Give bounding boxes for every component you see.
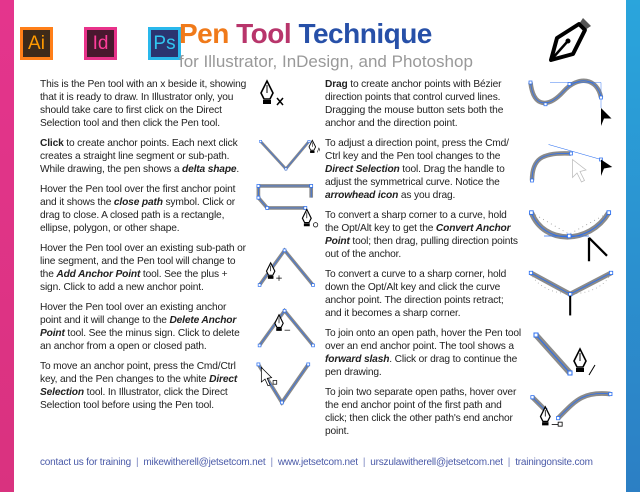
left-paragraph-5 [40, 301, 250, 353]
title-tool: Tool [236, 18, 299, 49]
page-title [179, 18, 432, 50]
sharp-corner-illustration [526, 268, 616, 317]
body-text: To adjust a direction point, press the Cmd/ Ctrl key and the Pen tool changes to the [325, 138, 509, 162]
convert-anchor-illustration [526, 209, 616, 265]
emphasis-text: arrowhead icon [325, 190, 399, 201]
body-text: Hover the Pen tool over an existing sub-path or line segment, and the Pen tool will change to the [40, 243, 246, 280]
body-text: symbol. Click or drag to close. A closed path is a rectangle, ellipse, polygon, or other shape. [40, 197, 235, 234]
close-path-illustration [254, 183, 320, 234]
right-column [325, 78, 522, 438]
left-paragraph-4 [40, 242, 250, 294]
body-text: tool; then drag, pulling direction points out of the anchor. [325, 236, 518, 260]
join-two-paths-illustration [526, 386, 616, 434]
page-subtitle: for Illustrator, InDesign, and Photoshop [179, 52, 473, 71]
right-paragraph-1 [325, 78, 522, 130]
body-text: . [236, 164, 240, 175]
emphasis-text: Drag [325, 79, 348, 90]
separator: | [270, 457, 273, 468]
body-text: tool. See the plus + sign. Click to add a new anchor point. [40, 269, 228, 293]
emphasis-text: Convert Anchor Point [325, 223, 511, 247]
left-column [40, 78, 250, 412]
body-text: to create anchor points with Bézier direction points that control curved lines. Dragging the mouse button sets both the anchor and the direction point. [325, 79, 504, 129]
illustrator-logo: Ai [20, 27, 53, 60]
join-path-illustration [526, 327, 606, 382]
emphasis-text: Add Anchor Point [56, 269, 141, 280]
body-text: This is the Pen tool with an x beside it, showing that it is ready to draw. In Illustrator only, you should take care to first click on the Direct Selection tool and then click the Pen tool. [40, 79, 247, 129]
body-text: tool. Drag the handle to adjust the symmetrical curve. Notice the [325, 164, 505, 188]
indesign-logo: Id [84, 27, 117, 60]
left-border [0, 0, 14, 492]
right-paragraph-5 [325, 327, 522, 379]
body-text: to create anchor points. Each next click creates a straight line segment or sub-path. While drawing, the pen shows a [40, 138, 238, 175]
pen-nib-logo-icon [545, 14, 595, 64]
separator: | [362, 457, 366, 468]
footer-link-4[interactable]: urszulawitherell@jetsetcom.net [370, 457, 503, 468]
emphasis-text: forward slash [325, 354, 390, 365]
title-pen: Pen [179, 18, 237, 49]
add-anchor-illustration [254, 242, 320, 291]
adjust-direction-illustration [526, 137, 616, 186]
delete-anchor-illustration [254, 301, 320, 351]
separator: | [507, 457, 511, 468]
left-paragraph-6 [40, 360, 250, 412]
right-paragraph-6 [325, 386, 522, 438]
footer [40, 456, 620, 469]
body-text: . Click or drag to continue the pen drawing. [325, 354, 518, 378]
emphasis-text: Delete Anchor Point [40, 315, 237, 339]
drag-curve-illustration [526, 78, 616, 131]
footer-link-1[interactable]: contact us for training [40, 457, 132, 468]
body-text: To move an anchor point, press the Cmd/Ctrl key, and the Pen changes to the white [40, 361, 236, 385]
straight-path-illustration [254, 137, 320, 176]
pen-tool-x-icon [254, 78, 294, 118]
direct-selection-illustration [254, 360, 320, 408]
body-text: tool. In Illustrator, click the Direct Selection tool before using the Pen tool. [40, 387, 228, 411]
body-text: To join two separate open paths, hover over the end anchor point of the first path and click; then click the other path's end anchor point. [325, 387, 517, 437]
body-text: To convert a sharp corner to a curve, hold the Opt/Alt key to get the [325, 210, 507, 234]
right-paragraph-3 [325, 209, 522, 261]
emphasis-text: Direct Selection [40, 374, 238, 398]
body-text: To join onto an open path, hover the Pen tool over an end anchor point. The tool shows a [325, 328, 522, 352]
separator: | [136, 457, 139, 468]
right-border [626, 0, 640, 492]
emphasis-text: Click [40, 138, 64, 149]
right-paragraph-2 [325, 137, 522, 202]
emphasis-text: close path [113, 197, 163, 208]
photoshop-logo: Ps [148, 27, 181, 60]
footer-link-5[interactable]: trainingonsite.com [515, 457, 593, 468]
left-paragraph-1 [40, 78, 250, 130]
title-technique: Technique [298, 18, 432, 49]
body-text: Hover the Pen tool over the first anchor point and it shows the [40, 184, 236, 208]
footer-link-2[interactable]: mikewitherell@jetsetcom.net [143, 457, 266, 468]
emphasis-text: delta shape [182, 164, 237, 175]
left-paragraph-2 [40, 137, 250, 176]
emphasis-text: Direct Selection [325, 164, 400, 175]
right-paragraph-4 [325, 268, 522, 320]
body-text: tool. See the minus sign. Click to delete an anchor from a open or closed path. [40, 328, 240, 352]
footer-link-3[interactable]: www.jetsetcom.net [277, 457, 358, 468]
body-text: as you drag. [398, 190, 456, 201]
left-paragraph-3 [40, 183, 250, 235]
body-text: To convert a curve to a sharp corner, hold down the Opt/Alt key and click the curve anchor point. The direction points retract; and it becomes a sharp corner. [325, 269, 507, 319]
body-text: Hover the Pen tool over an existing anchor point and it will change to the [40, 302, 227, 326]
